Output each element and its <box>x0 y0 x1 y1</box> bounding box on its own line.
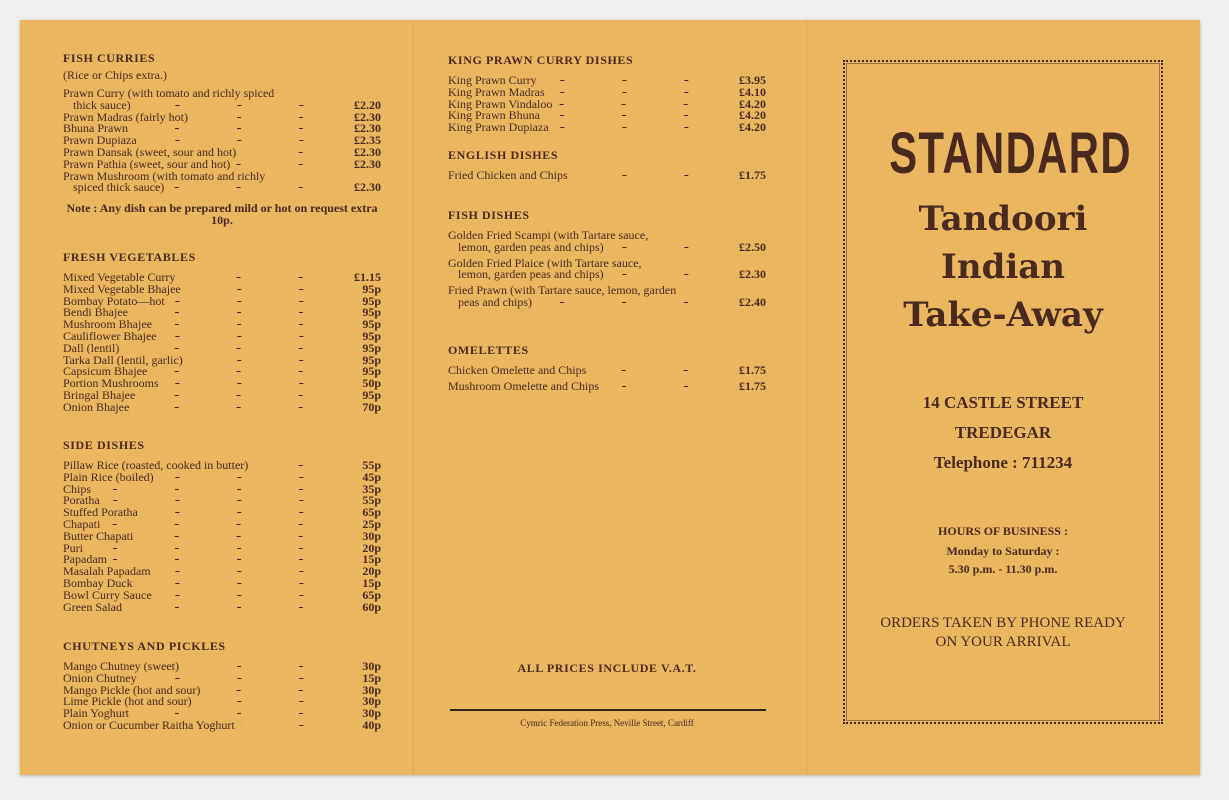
dot-leader <box>141 391 331 399</box>
menu-item <box>448 269 766 281</box>
dot-leader <box>198 697 331 705</box>
item-price: £2.30 <box>739 267 766 282</box>
hours-title: HOURS OF BUSINESS : <box>938 524 1068 538</box>
section-note: Note : Any dish can be prepared mild or hot on request extra 10p. <box>66 201 378 228</box>
menu-item <box>448 378 766 393</box>
dot-leader <box>134 124 331 132</box>
item-name: Prawn Curry (with tomato and richly spiced <box>63 86 275 100</box>
menu-section <box>63 639 381 732</box>
dot-leader <box>605 382 716 390</box>
spacer <box>448 182 766 186</box>
item-price: £2.35 <box>354 133 381 148</box>
item-price: £4.10 <box>739 84 766 99</box>
item-name: Papadam <box>63 552 107 567</box>
item-name: Capsicum Bhajee <box>63 364 148 379</box>
menu-item <box>63 481 381 496</box>
item-name: Prawn Dupiaza <box>63 133 137 148</box>
item-name: Bombay Potato—hot <box>63 293 165 308</box>
item-name: Portion Mushrooms <box>63 376 159 391</box>
item-price: 95p <box>362 328 381 343</box>
item-price: 65p <box>362 505 381 520</box>
item-price: 40p <box>362 717 381 732</box>
dot-leader <box>194 113 331 121</box>
hours-days: Monday to Saturday : <box>946 544 1060 558</box>
dot-leader <box>574 171 716 179</box>
item-name: Dall (lentil) <box>63 340 120 355</box>
item-price: £1.75 <box>739 168 766 182</box>
item-price: 95p <box>362 317 381 332</box>
item-name: Onion Chutney <box>63 670 137 685</box>
dot-leader <box>170 183 331 191</box>
dot-leader <box>139 579 331 587</box>
item-price: 95p <box>362 340 381 355</box>
dot-leader <box>558 100 716 108</box>
item-name: Golden Fried Scampi (with Tartare sauce, <box>448 228 649 242</box>
item-price: £2.30 <box>354 180 381 195</box>
item-price: 25p <box>362 516 381 531</box>
orders-line-2: ON YOUR ARRIVAL <box>935 634 1071 650</box>
item-name: Lime Pickle (hot and sour) <box>63 694 192 709</box>
menu-item <box>448 122 766 134</box>
item-price: £1.75 <box>739 363 766 377</box>
dot-leader <box>97 485 331 493</box>
dot-leader <box>189 356 331 364</box>
dot-leader <box>242 148 331 156</box>
dot-leader <box>143 136 331 144</box>
divider <box>450 709 766 711</box>
item-price: 95p <box>362 281 381 296</box>
fold-line <box>413 20 414 775</box>
item-price: £2.30 <box>354 109 381 124</box>
dot-leader <box>160 473 331 481</box>
section-heading: CHUTNEYS AND PICKLES <box>63 639 226 653</box>
section-subtitle: (Rice or Chips extra.) <box>63 68 167 82</box>
menu-section <box>448 343 766 397</box>
telephone: Telephone : 711234 <box>933 453 1073 472</box>
dot-leader <box>157 567 331 575</box>
item-name: King Prawn Madras <box>448 84 545 99</box>
item-price: £4.20 <box>739 120 766 135</box>
item-name: King Prawn Vindaloo <box>448 96 553 111</box>
item-name: Prawn Mushroom (with tomato and richly <box>63 168 266 183</box>
item-price: £2.30 <box>354 156 381 171</box>
dot-leader <box>610 270 716 278</box>
item-price: 35p <box>362 481 381 496</box>
item-price: 95p <box>362 305 381 320</box>
item-name: Fried Prawn (with Tartare sauce, lemon, garden <box>448 283 677 298</box>
menu-item <box>63 717 381 732</box>
menu-section <box>63 250 381 414</box>
section-heading: ENGLISH DISHES <box>448 148 559 162</box>
printer-credit: Cymric Federation Press, Neville Street, Cardiff <box>520 718 694 728</box>
menu-item <box>63 540 381 555</box>
dot-leader <box>139 532 331 540</box>
menu-item <box>448 239 766 254</box>
item-name-cont: thick sauce) <box>73 97 131 112</box>
item-price: 70p <box>362 399 381 414</box>
item-price: 15p <box>362 552 381 567</box>
menu-section <box>448 53 766 134</box>
section-heading: SIDE DISHES <box>63 438 145 452</box>
menu-item <box>448 365 766 377</box>
dot-leader <box>125 344 331 352</box>
item-name: Chips <box>63 481 92 496</box>
item-price: 60p <box>362 599 381 614</box>
item-price: 20p <box>362 540 381 555</box>
item-price: 50p <box>362 376 381 391</box>
item-price: 55p <box>362 493 381 508</box>
tagline-takeaway: Take-Away <box>903 295 1103 335</box>
dot-leader <box>538 298 716 306</box>
tagline-tandoori: Tandoori <box>918 199 1088 239</box>
dot-leader <box>135 709 331 717</box>
dot-leader <box>236 160 331 168</box>
item-name: Cauliflower Bhajee <box>63 328 157 343</box>
menu-item <box>448 170 766 182</box>
dot-leader <box>135 403 331 411</box>
item-name-cont: spiced thick sauce) <box>73 180 165 195</box>
dot-leader <box>543 76 716 84</box>
dot-leader <box>185 662 331 670</box>
item-name: Mixed Vegetable Curry <box>63 270 176 284</box>
item-name: Pillaw Rice (roasted, cooked in butter) <box>63 458 249 472</box>
item-name: Bendi Bhajee <box>63 305 128 320</box>
dot-leader <box>206 686 331 694</box>
menu-item <box>63 599 381 614</box>
item-name: King Prawn Dupiaza <box>448 120 549 135</box>
item-name: Chicken Omelette and Chips <box>448 363 587 377</box>
dot-leader <box>546 111 716 119</box>
item-price: 20p <box>362 564 381 579</box>
dot-leader <box>181 273 331 281</box>
dot-leader <box>143 674 331 682</box>
item-name-cont: lemon, garden peas and chips) <box>458 267 604 282</box>
item-price: 65p <box>362 587 381 602</box>
dot-leader <box>241 721 331 729</box>
item-name: Bombay Duck <box>63 575 133 590</box>
item-name: Poratha <box>63 493 100 508</box>
menu-section <box>63 51 381 226</box>
item-name: Mushroom Omelette and Chips <box>448 378 599 393</box>
dot-leader <box>158 320 331 328</box>
dot-leader <box>555 123 716 131</box>
item-name: Butter Chapati <box>63 528 134 543</box>
dot-leader <box>187 285 331 293</box>
item-name: Bhuna Prawn <box>63 121 128 136</box>
item-name: Mixed Vegetable Bhajee <box>63 281 181 296</box>
item-name: Puri <box>63 540 84 555</box>
item-name: Onion Bhajee <box>63 399 130 414</box>
section-heading: KING PRAWN CURRY DISHES <box>448 53 634 67</box>
dot-leader <box>128 603 331 611</box>
dot-leader <box>134 308 331 316</box>
item-name: Prawn Dansak (sweet, sour and hot) <box>63 144 237 159</box>
item-name: King Prawn Bhuna <box>448 108 540 123</box>
item-name: Mango Chutney (sweet) <box>63 659 179 673</box>
dot-leader <box>165 379 331 387</box>
item-price: 30p <box>362 659 381 673</box>
dot-leader <box>171 297 331 305</box>
item-name: Mango Pickle (hot and sour) <box>63 682 201 697</box>
dot-leader <box>89 544 331 552</box>
section-heading: OMELETTES <box>448 343 529 357</box>
dot-leader <box>106 496 331 504</box>
item-price: £2.30 <box>354 121 381 136</box>
item-price: £2.50 <box>739 239 766 254</box>
cover-panel <box>843 60 1163 724</box>
item-price: £2.30 <box>354 144 381 159</box>
menu-section <box>63 438 381 613</box>
restaurant-name: STANDARD <box>889 121 1132 186</box>
item-price: £1.75 <box>739 378 766 393</box>
item-price: 95p <box>362 364 381 379</box>
dot-leader <box>163 332 331 340</box>
item-price: 15p <box>362 575 381 590</box>
item-price: £2.20 <box>354 97 381 112</box>
menu-section <box>448 148 766 186</box>
item-name: Tarka Dall (lentil, garlic) <box>63 352 183 367</box>
dot-leader <box>592 366 716 374</box>
item-price: £1.15 <box>354 270 381 284</box>
item-name-cont: lemon, garden peas and chips) <box>458 239 604 254</box>
item-price: 30p <box>362 682 381 697</box>
item-price: £3.95 <box>739 73 766 87</box>
tagline-indian: Indian <box>940 247 1066 287</box>
hours-time: 5.30 p.m. - 11.30 p.m. <box>948 562 1058 576</box>
dot-leader <box>551 88 716 96</box>
item-name: Golden Fried Plaice (with Tartare sauce, <box>448 255 642 270</box>
menu-section <box>448 208 766 313</box>
item-price: £4.20 <box>739 96 766 111</box>
item-price: 45p <box>362 469 381 484</box>
dot-leader <box>137 101 331 109</box>
item-price: 95p <box>362 352 381 367</box>
menu-item <box>63 182 381 194</box>
address: 14 CASTLE STREET <box>922 393 1084 412</box>
dot-leader <box>610 243 716 251</box>
menu-item <box>63 507 381 519</box>
item-name: Mushroom Bhajee <box>63 317 152 332</box>
item-name: King Prawn Curry <box>448 73 537 87</box>
menu-item <box>448 294 766 309</box>
item-name: Bringal Bhajee <box>63 387 136 402</box>
fold-line <box>806 20 807 775</box>
item-name: Fried Chicken and Chips <box>448 168 568 182</box>
spacer <box>448 309 766 313</box>
item-name: Stuffed Poratha <box>63 505 138 520</box>
section-heading: FRESH VEGETABLES <box>63 250 196 264</box>
item-price: 55p <box>362 458 381 472</box>
menu-item <box>63 469 381 484</box>
item-price: £2.40 <box>739 294 766 309</box>
item-price: 30p <box>362 706 381 721</box>
menu-item <box>63 399 381 414</box>
dot-leader <box>144 508 331 516</box>
dot-leader <box>158 591 331 599</box>
dot-leader <box>254 461 331 469</box>
item-name: Plain Yoghurt <box>63 706 130 721</box>
item-price: 30p <box>362 528 381 543</box>
item-price: 15p <box>362 670 381 685</box>
town: TREDEGAR <box>954 423 1052 442</box>
item-name: Chapati <box>63 516 101 531</box>
item-name: Plain Rice (boiled) <box>63 469 154 484</box>
dot-leader <box>106 520 331 528</box>
item-price: 30p <box>362 694 381 709</box>
spacer <box>448 393 766 397</box>
section-heading: FISH CURRIES <box>63 51 156 65</box>
item-name: Onion or Cucumber Raitha Yoghurt <box>63 717 235 732</box>
dot-leader <box>153 367 331 375</box>
menu-item <box>63 528 381 543</box>
vat-notice: ALL PRICES INCLUDE V.A.T. <box>517 661 697 675</box>
item-name: Green Salad <box>63 599 122 614</box>
item-price: 95p <box>362 387 381 402</box>
item-name: Bowl Curry Sauce <box>63 587 152 602</box>
item-name: Masalah Papadam <box>63 564 151 579</box>
item-name: Prawn Madras (fairly hot) <box>63 109 188 124</box>
item-name: Prawn Pathia (sweet, sour and hot) <box>63 156 231 171</box>
item-name-cont: peas and chips) <box>458 294 532 309</box>
item-price: 95p <box>362 293 381 308</box>
dot-leader <box>113 555 331 563</box>
orders-line-1: ORDERS TAKEN BY PHONE READY <box>880 615 1126 631</box>
item-price: £4.20 <box>739 108 766 123</box>
section-heading: FISH DISHES <box>448 208 530 222</box>
